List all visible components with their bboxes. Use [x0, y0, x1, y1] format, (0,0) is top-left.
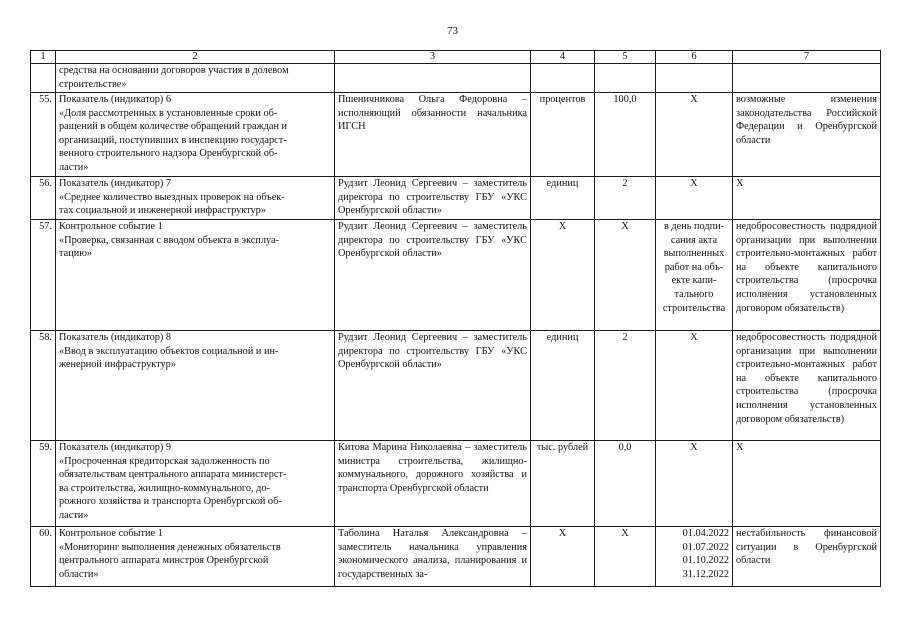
indicator-cell — [56, 93, 335, 177]
date-line: строительства — [662, 302, 726, 314]
indicator-line: организаций, поступивших в инспекцию государст- — [59, 134, 287, 146]
indicator-line: тацию» — [59, 248, 93, 260]
indicator-cell — [56, 527, 335, 587]
unit-cell: единиц — [531, 331, 595, 441]
value-cell: Х — [595, 220, 656, 331]
indicator-cell — [56, 331, 335, 441]
responsible-cell: Рудзит Леонид Сергеевич – заместитель директора по строительству ГБУ «УКС Оренбургской области» — [335, 331, 531, 441]
col-header-6: 6 — [656, 51, 733, 64]
risk-cell: Х — [733, 441, 881, 527]
indicator-line: Показатель (индикатор) 6 — [59, 94, 172, 105]
indicator-cell — [56, 220, 335, 331]
date-cell — [656, 331, 733, 441]
date-line: в день подпи- — [663, 221, 725, 232]
risk-cell: нестабильность финансовой ситуации в Оренбургской области — [733, 527, 881, 587]
row-number: 59. — [31, 441, 56, 527]
responsible-cell: Китова Марина Николаевна – заместитель министра строительства, жилищно-коммунального, дорожного хозяйства и транспорта Оренбургской области — [335, 441, 531, 527]
responsible-cell: Таболина Наталья Александровна – заместитель начальника управления экономического анализа, планирования и государственных за- — [335, 527, 531, 587]
date-line: тального — [674, 288, 714, 300]
value-cell — [595, 64, 656, 93]
date-line: 01.07.2022 — [682, 541, 729, 553]
value-cell: Х — [595, 527, 656, 587]
responsible-cell — [335, 64, 531, 93]
date-line: Х — [690, 94, 698, 105]
col-header-2: 2 — [56, 51, 335, 64]
col-header-5: 5 — [595, 51, 656, 64]
row-number — [31, 64, 56, 93]
risk-cell: возможные изменения законодательства Российской Федерации и Оренбургской области — [733, 93, 881, 177]
date-line: 01.10.2022 — [682, 555, 729, 567]
indicator-line: области» — [59, 568, 99, 580]
date-line: 01.04.2022 — [682, 528, 729, 539]
date-line: Х — [690, 442, 698, 453]
table-row — [31, 177, 881, 220]
indicator-line: ласти» — [59, 161, 89, 173]
indicator-line: «Среднее количество выездных проверок на объек- — [59, 191, 285, 203]
table-row — [31, 64, 881, 93]
col-header-1: 1 — [31, 51, 56, 64]
indicator-cell — [56, 177, 335, 220]
indicator-line: Контрольное событие 1 — [59, 528, 163, 539]
row-number: 56. — [31, 177, 56, 220]
indicator-line: Показатель (индикатор) 9 — [59, 442, 172, 453]
date-line: екте капи- — [671, 275, 717, 287]
page-number: 73 — [447, 25, 458, 37]
unit-cell: процентов — [531, 93, 595, 177]
indicator-line: тах социальной и инженерной инфраструктур» — [59, 205, 266, 217]
risk-cell: Х — [733, 177, 881, 220]
indicator-cell — [56, 441, 335, 527]
unit-cell — [531, 64, 595, 93]
unit-cell: Х — [531, 220, 595, 331]
date-line: Х — [690, 332, 698, 343]
responsible-cell: Рудзит Леонид Сергеевич – заместитель директора по строительству ГБУ «УКС Оренбургской области» — [335, 177, 531, 220]
row-number: 60. — [31, 527, 56, 587]
indicator-line: «Доля рассмотренных в установленные сроки об- — [59, 107, 278, 119]
indicator-line: венного строительного надзора Оренбургской об- — [59, 148, 278, 160]
indicator-line: строительстве» — [59, 78, 127, 90]
indicator-line: ласти» — [59, 509, 89, 521]
date-cell — [656, 177, 733, 220]
row-number: 57. — [31, 220, 56, 331]
col-header-7: 7 — [733, 51, 881, 64]
indicator-line: ва строительства, жилищно-коммунального, до- — [59, 482, 270, 494]
date-cell — [656, 64, 733, 93]
value-cell: 100,0 — [595, 93, 656, 177]
indicator-line: средства на основании договоров участия в долевом — [59, 65, 289, 76]
date-cell — [656, 93, 733, 177]
risk-cell: недобросовестность подрядной организации при выполнении строительно-монтажных работ на объекте капитального строительства (просрочка исполнения установленных договором обязательств) — [733, 220, 881, 331]
row-number: 58. — [31, 331, 56, 441]
table-row — [31, 93, 881, 177]
unit-cell: единиц — [531, 177, 595, 220]
col-header-3: 3 — [335, 51, 531, 64]
date-cell — [656, 441, 733, 527]
responsible-cell: Рудзит Леонид Сергеевич – заместитель директора по строительству ГБУ «УКС Оренбургской области» — [335, 220, 531, 331]
indicator-line: обязательствам центрального аппарата министерст- — [59, 469, 287, 481]
indicator-line: ращений в общем количестве обращений граждан и — [59, 121, 288, 133]
indicator-line: Контрольное событие 1 — [59, 221, 163, 232]
indicator-line: «Мониторинг выполнения денежных обязательств — [59, 541, 281, 553]
indicator-line: центрального аппарата минстроя Оренбургской — [59, 555, 269, 567]
unit-cell: Х — [531, 527, 595, 587]
col-header-4: 4 — [531, 51, 595, 64]
table-row — [31, 220, 881, 331]
date-cell — [656, 220, 733, 331]
date-line: выполненных — [663, 248, 725, 260]
table-row — [31, 527, 881, 587]
indicator-line: Показатель (индикатор) 7 — [59, 178, 172, 189]
risk-cell: недобросовестность подрядной организации при выполнении строительно-монтажных работ на объекте капитального строительства (просрочка исполнения установленных договором обязательств) — [733, 331, 881, 441]
table-row — [31, 331, 881, 441]
indicator-line: «Проверка, связанная с вводом объекта в эксплуа- — [59, 234, 279, 246]
unit-cell: тыс. рублей — [531, 441, 595, 527]
value-cell: 2 — [595, 331, 656, 441]
indicator-line: «Ввод в эксплуатацию объектов социальной и ин- — [59, 345, 279, 357]
responsible-cell: Пшеничникова Ольга Федоровна – исполняющий обязанности начальника ИГСН — [335, 93, 531, 177]
indicator-line: женерной инфраструктур» — [59, 359, 176, 371]
header-row — [31, 51, 881, 64]
document-table — [30, 50, 881, 587]
table-row — [31, 441, 881, 527]
date-line: 31.12.2022 — [682, 568, 729, 580]
date-line: сания акта — [670, 234, 718, 246]
indicator-line: Показатель (индикатор) 8 — [59, 332, 172, 343]
indicator-line: рожного хозяйства и транспорта Оренбургской об- — [59, 496, 282, 508]
date-line: Х — [690, 178, 698, 189]
indicator-cell — [56, 64, 335, 93]
value-cell: 2 — [595, 177, 656, 220]
date-cell — [656, 527, 733, 587]
row-number: 55. — [31, 93, 56, 177]
indicator-line: «Просроченная кредиторская задолженность по — [59, 455, 270, 467]
risk-cell — [733, 64, 881, 93]
date-line: работ на объ- — [664, 261, 724, 273]
value-cell: 0,0 — [595, 441, 656, 527]
